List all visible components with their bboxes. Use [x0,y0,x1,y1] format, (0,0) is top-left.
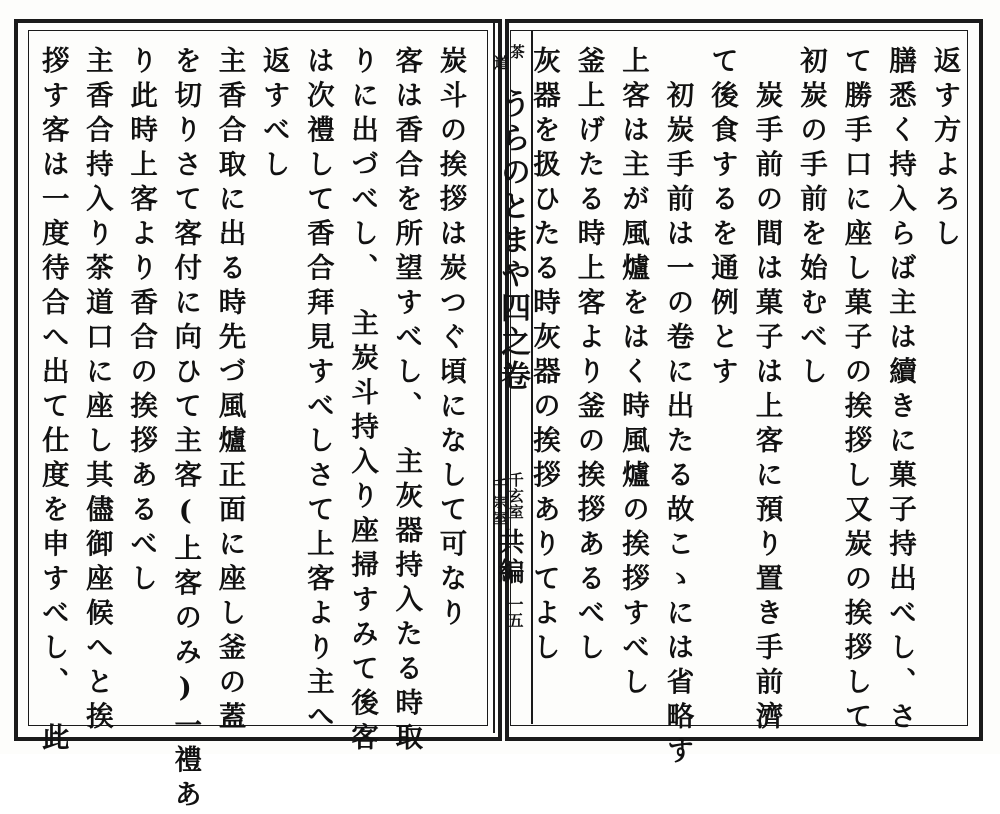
spine-page-number: 一五 [505,596,524,628]
text-column: て勝手口に座し菓子の挨拶し又炭の挨拶して [839,46,872,736]
text-column: て後食するを通例とす [706,46,738,391]
text-column: 灰器を扱ひたる時灰器の挨拶ありてよし [528,46,560,667]
spine-edited-label: 共編 [494,528,524,588]
spine-series-bottom: 道 [491,55,510,71]
spine-author-top: 千玄室 [506,472,525,520]
text-column: 釜上げたる時上客より釜の挨拶あるべし [572,46,605,667]
text-column: 主香合取に出る時先づ風爐正面に座し釜の蓋 [213,46,246,736]
text-column: 上客は主が風爐をはく時風爐の挨拶すべし [617,46,649,702]
text-column: 拶す客は一度待合へ出て仕度を申すべし、 此 [36,46,69,757]
text-column: りに出づべし、 主炭斗持入り座掃すみて後客 [346,46,379,757]
text-column: 返す方よろし [928,46,961,253]
text-column: 初炭の手前を始むべし [795,46,827,391]
spine-author-bottom: 千宗室 [490,478,509,526]
text-column: 初炭手前は一の卷に出たる故こゝには省略す [661,46,694,771]
text-column: 返すべし [257,46,290,184]
text-column: 炭斗の挨拶は炭つぐ頃になして可なり [434,46,467,633]
text-column: 膳悉く持入らば主は續きに菓子持出べし、さ [884,46,916,736]
text-column: り此時上客より香合の挨拶あるべし [125,46,158,598]
text-column: 炭手前の間は菓子は上客に預り置き手前濟 [750,46,783,736]
spine-series-top: 茶 [507,44,526,60]
text-column: 客は香合を所望すべし、 主灰器持入たる時取 [390,46,423,757]
text-column: を切りさて客付に向ひて主客(上客のみ)一禮あ [169,46,202,814]
text-column: は次禮して香合拜見すべしさて上客より主へ [301,46,334,736]
spine-title: うらのとまや四之卷 [495,88,530,394]
text-column: 主香合持入り茶道口に座し其儘御座候へと挨 [80,46,113,736]
